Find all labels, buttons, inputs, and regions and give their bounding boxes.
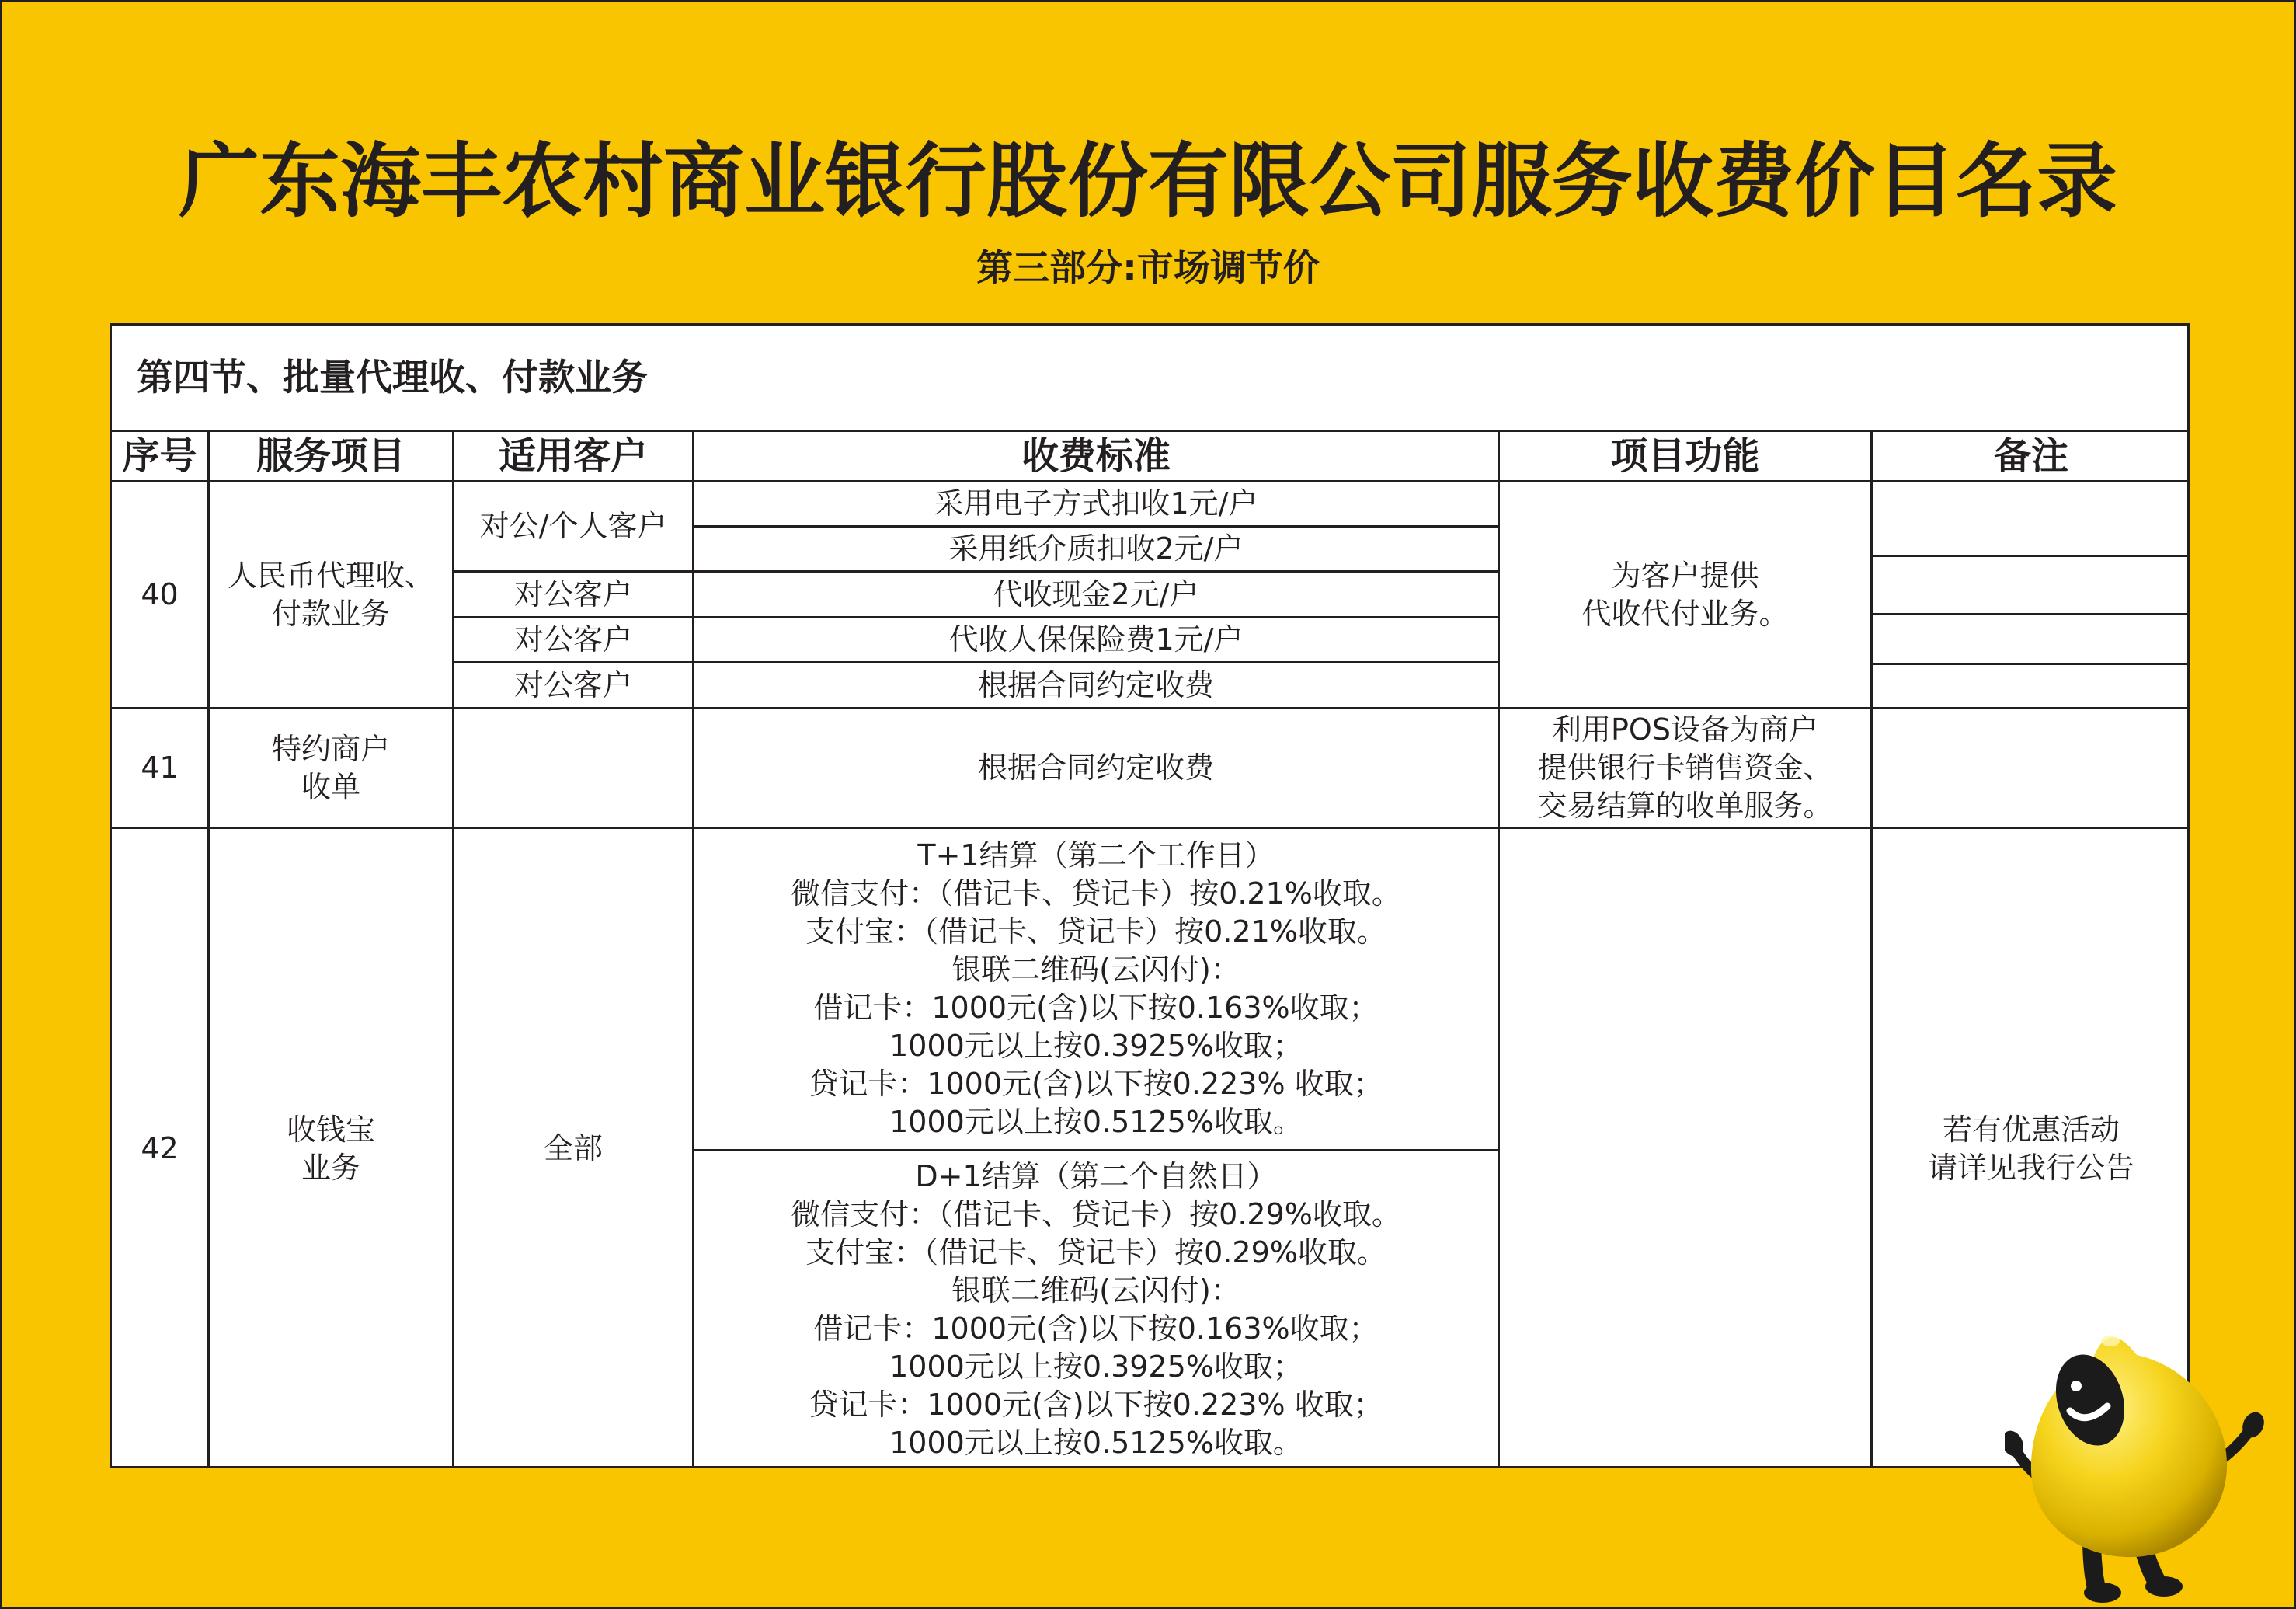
- service-line: 业务: [301, 1150, 360, 1185]
- remark-line: 若有优惠活动: [1942, 1112, 2120, 1147]
- row-40-fee: 根据合同约定收费: [692, 661, 1498, 707]
- function-line: 提供银行卡销售资金、: [1537, 751, 1833, 785]
- row-40-customer: 对公客户: [452, 570, 692, 616]
- row-42-no: 42: [110, 827, 207, 1468]
- header-function: 项目功能: [1498, 430, 1870, 480]
- row-42-service: [207, 827, 452, 1468]
- header-remarks: 备注: [1870, 430, 2190, 480]
- row-40-service: [207, 480, 452, 707]
- section-title-text: 第四节、批量代理收、付款业务: [137, 356, 648, 399]
- row-40-customer: 对公客户: [452, 661, 692, 707]
- fee-line: 银联二维码(云闪付)：: [951, 953, 1240, 987]
- fee-line: T+1结算（第二个工作日）: [917, 838, 1275, 872]
- service-line: 付款业务: [271, 596, 390, 631]
- fee-line: 1000元以上按0.5125%收取。: [889, 1105, 1303, 1139]
- row-40-fee: 代收现金2元/户: [692, 570, 1498, 616]
- header-service: 服务项目: [207, 430, 452, 480]
- service-line: 收钱宝: [286, 1112, 375, 1147]
- fee-line: 贷记卡：1000元(含)以下按0.223% 收取；: [809, 1067, 1383, 1101]
- page-title: 广东海丰农村商业银行股份有限公司服务收费价目名录: [178, 134, 2117, 228]
- fee-line: 微信支付：（借记卡、贷记卡）按0.21%收取。: [791, 876, 1401, 911]
- header-customer: 适用客户: [452, 430, 692, 480]
- fee-line: 支付宝：（借记卡、贷记卡）按0.29%收取。: [805, 1235, 1386, 1269]
- row-41-service: [207, 707, 452, 827]
- row-40-fee: 采用纸介质扣收2元/户: [692, 525, 1498, 570]
- row-40-fee: 代收人保保险费1元/户: [692, 616, 1498, 661]
- fee-line: 银联二维码(云闪付)：: [951, 1273, 1240, 1308]
- remark-line: 请详见我行公告: [1927, 1150, 2134, 1185]
- row-42-customer: 全部: [452, 827, 692, 1468]
- fee-line: D+1结算（第二个自然日）: [915, 1159, 1277, 1193]
- row-41-fee: 根据合同约定收费: [692, 707, 1498, 827]
- row-40-remark-empty: [1870, 663, 2190, 707]
- row-40-remark-empty: [1870, 613, 2190, 663]
- function-line: 为客户提供: [1611, 558, 1759, 593]
- fee-line: 1000元以上按0.3925%收取；: [889, 1029, 1303, 1063]
- row-40-no: 40: [110, 480, 207, 707]
- row-42-fee-t1: [692, 827, 1498, 1149]
- function-line: 代收代付业务。: [1581, 596, 1789, 631]
- service-line: 人民币代理收、: [227, 558, 434, 593]
- fee-line: 微信支付：（借记卡、贷记卡）按0.29%收取。: [791, 1197, 1401, 1231]
- fee-line: 借记卡：1000元(含)以下按0.163%收取；: [813, 991, 1379, 1025]
- row-40-remark-empty: [1870, 555, 2190, 613]
- row-40-fee: 采用电子方式扣收1元/户: [692, 480, 1498, 525]
- fee-line: 贷记卡：1000元(含)以下按0.223% 收取；: [809, 1388, 1383, 1422]
- row-41-customer-empty: [452, 707, 692, 827]
- row-41-function: [1498, 707, 1870, 827]
- header-fee-standard: 收费标准: [692, 430, 1498, 480]
- row-42-fee-d1: [692, 1149, 1498, 1468]
- function-line: 交易结算的收单服务。: [1537, 789, 1833, 823]
- fee-line: 借记卡：1000元(含)以下按0.163%收取；: [813, 1311, 1379, 1346]
- lemon-mascot-icon: [2005, 1332, 2264, 1606]
- row-40-customer: 对公/个人客户: [452, 480, 692, 570]
- service-line: 特约商户: [271, 731, 390, 766]
- page-subtitle: 第三部分:市场调节价: [976, 247, 1320, 290]
- fee-line: 1000元以上按0.5125%收取。: [889, 1426, 1303, 1460]
- service-line: 收单: [301, 769, 360, 804]
- row-41-remark-empty: [1870, 707, 2190, 827]
- row-41-no: 41: [110, 707, 207, 827]
- row-40-remark-empty: [1870, 480, 2190, 555]
- section-title: [110, 323, 2190, 430]
- row-42-function-empty: [1498, 827, 1870, 1468]
- fee-line: 1000元以上按0.3925%收取；: [889, 1350, 1303, 1384]
- fee-line: 支付宝：（借记卡、贷记卡）按0.21%收取。: [805, 914, 1386, 949]
- row-40-customer: 对公客户: [452, 616, 692, 661]
- row-40-function: [1498, 480, 1870, 707]
- header-no: 序号: [110, 430, 207, 480]
- function-line: 利用POS设备为商户: [1552, 712, 1818, 747]
